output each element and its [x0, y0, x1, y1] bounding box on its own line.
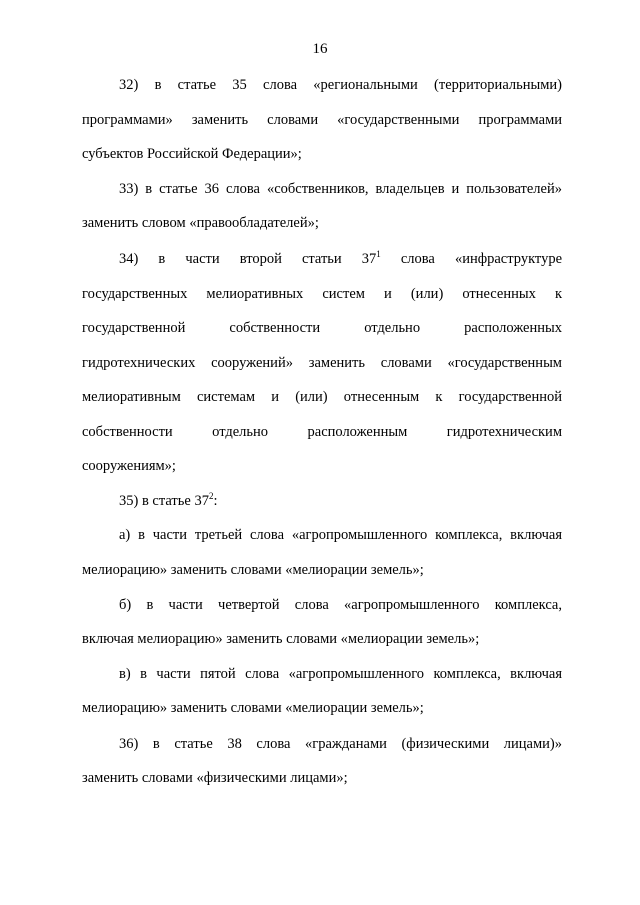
item-35-line-1: [119, 490, 562, 512]
item-34-line-1: [119, 248, 562, 270]
item-35a-line-1: а) в части третьей слова «агропромышленного комплекса, включая: [119, 527, 562, 543]
superscript: 2: [208, 491, 214, 501]
item-35b-line-2: включая мелиорацию» заменить словами «мелиорации земель»;: [82, 631, 480, 647]
item-32-line-1: 32) в статье 35 слова «региональными (территориальными): [119, 77, 562, 93]
item-34-line-4: гидротехнических сооружений» заменить словами «государственным: [82, 355, 562, 371]
item-32-line-3: субъектов Российской Федерации»;: [82, 146, 302, 162]
item-34-line-6: собственности отдельно расположенным гидротехническим: [82, 424, 562, 440]
item-35v-line-1: в) в части пятой слова «агропромышленного комплекса, включая: [119, 666, 562, 682]
item-35b-line-1: б) в части четвертой слова «агропромышленного комплекса,: [119, 597, 562, 613]
item-32-line-2: программами» заменить словами «государственными программами: [82, 112, 562, 128]
item-34-line-7: сооружениям»;: [82, 458, 176, 474]
item-35a-line-2: мелиорацию» заменить словами «мелиорации земель»;: [82, 562, 424, 578]
item-34-line-5: мелиоративным системам и (или) отнесенным к государственной: [82, 389, 562, 405]
item-36-line-2: заменить словами «физическими лицами»;: [82, 770, 348, 786]
item-34-line-1-start: 34) в части второй статьи 37: [119, 251, 377, 267]
item-34-line-1-end: слова «инфраструктуре: [380, 251, 563, 267]
item-36-line-1: 36) в статье 38 слова «гражданами (физическими лицами)»: [119, 736, 562, 752]
item-33-line-1: 33) в статье 36 слова «собственников, владельцев и пользователей»: [119, 181, 562, 197]
item-35-end: :: [213, 493, 218, 509]
item-35-start: 35) в статье 37: [119, 493, 209, 509]
superscript: 1: [376, 249, 381, 259]
item-34-line-3: государственной собственности отдельно расположенных: [82, 320, 562, 336]
item-35v-line-2: мелиорацию» заменить словами «мелиорации земель»;: [82, 700, 424, 716]
item-34-line-2: государственных мелиоративных систем и (или) отнесенных к: [82, 286, 562, 302]
item-33-line-2: заменить словом «правообладателей»;: [82, 215, 319, 231]
page-number: 16: [312, 41, 328, 57]
